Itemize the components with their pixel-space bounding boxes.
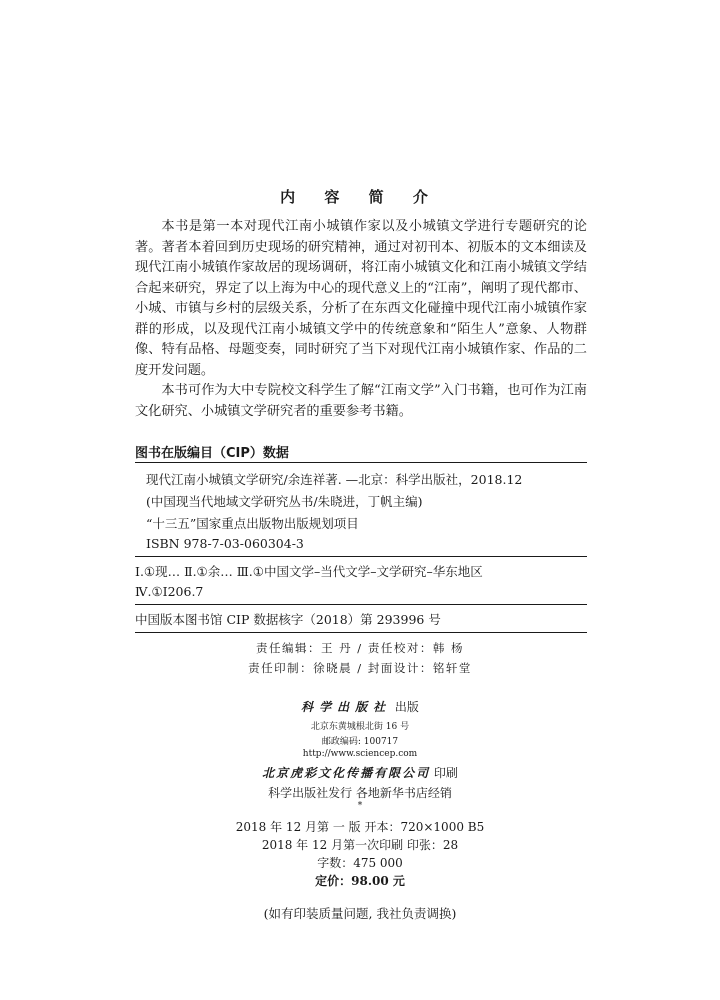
cip-divider-mid xyxy=(135,556,587,557)
cip-classification-2: Ⅳ.①I206.7 xyxy=(135,584,204,599)
intro-paragraph-2: 本书可作为大中专院校文科学生了解“江南文学”入门书籍，也可作为江南文化研究、小城镇文学研究者的重要参考书籍。 xyxy=(135,383,587,419)
distribution-line: 科学出版社发行 各地新华书店经销 xyxy=(268,786,452,800)
cip-classification-1: Ⅰ.①现… Ⅱ.①余… Ⅲ.①中国文学–当代文学–文学研究–华东地区 xyxy=(135,564,483,579)
printer-suffix: 印刷 xyxy=(433,766,458,780)
publisher-name: 科学出版社 xyxy=(301,700,392,714)
staff-production: 责任印制：徐晓晨 / 封面设计：铭轩堂 xyxy=(248,661,472,675)
publisher-address: 北京东黄城根北街 16 号 xyxy=(310,722,410,732)
printer-line xyxy=(0,764,720,781)
price-label: 定价： xyxy=(315,874,352,888)
staff-editors: 责任编辑：王 丹 / 责任校对：韩 杨 xyxy=(256,641,464,655)
printer-name: 北京虎彩文化传播有限公司 xyxy=(262,766,431,780)
price-line xyxy=(0,872,720,889)
intro-paragraph-1: 本书是第一本对现代江南小城镇作家以及小城镇文学进行专题研究的论著。著者本着回到历史现场的研究精神，通过对初刊本、初版本的文本细读及现代江南小城镇作家故居的现场调研，将江南小城镇文化和江南小城镇文学结合起来研究，界定了以上海为中心的现代意义上的“江南”，阐明了现代都市、小城、市镇与乡村的层级关系，分析了在东西文化碰撞中现代江南小城镇作家群的形成，以及现代江南小城镇文学中的传统意象和“陌生人”意象、人物群像、特有品格、母题变奏，同时研究了当下对现代江南小城镇作家、作品的二度开发问题。 xyxy=(135,219,587,378)
quality-note: (如有印装质量问题, 我社负责调换) xyxy=(263,906,457,921)
cip-line-2: (中国现当代地域文学研究丛书/朱晓进，丁帆主编) xyxy=(146,494,423,509)
intro-title: 内 容 简 介 xyxy=(280,188,440,206)
publisher-suffix: 出版 xyxy=(394,700,419,714)
cip-line-3: “十三五”国家重点出版物出版规划项目 xyxy=(146,516,359,531)
intro-body xyxy=(135,217,587,422)
cip-divider-low xyxy=(135,604,587,605)
cip-divider-bottom xyxy=(135,632,587,633)
publisher-postcode: 邮政编码: 100717 xyxy=(321,737,399,747)
price-value: 98.00 元 xyxy=(351,874,405,888)
separator-star: * xyxy=(357,801,363,811)
publisher-url: http://www.sciencep.com xyxy=(302,749,418,759)
cip-record-number: 中国版本图书馆 CIP 数据核字（2018）第 293996 号 xyxy=(135,612,441,627)
cip-line-4: ISBN 978-7-03-060304-3 xyxy=(146,536,304,551)
cip-divider-top xyxy=(135,462,587,463)
cip-line-1: 现代江南小城镇文学研究/余连祥著. —北京：科学出版社，2018.12 xyxy=(146,472,523,487)
edition-line-1: 2018 年 12 月第 一 版 开本：720×1000 B5 xyxy=(235,820,485,834)
edition-line-2: 2018 年 12 月第一次印刷 印张：28 xyxy=(261,838,459,852)
word-count: 字数：475 000 xyxy=(317,856,403,870)
publisher-line xyxy=(0,698,720,715)
cip-heading: 图书在版编目（CIP）数据 xyxy=(135,446,289,461)
